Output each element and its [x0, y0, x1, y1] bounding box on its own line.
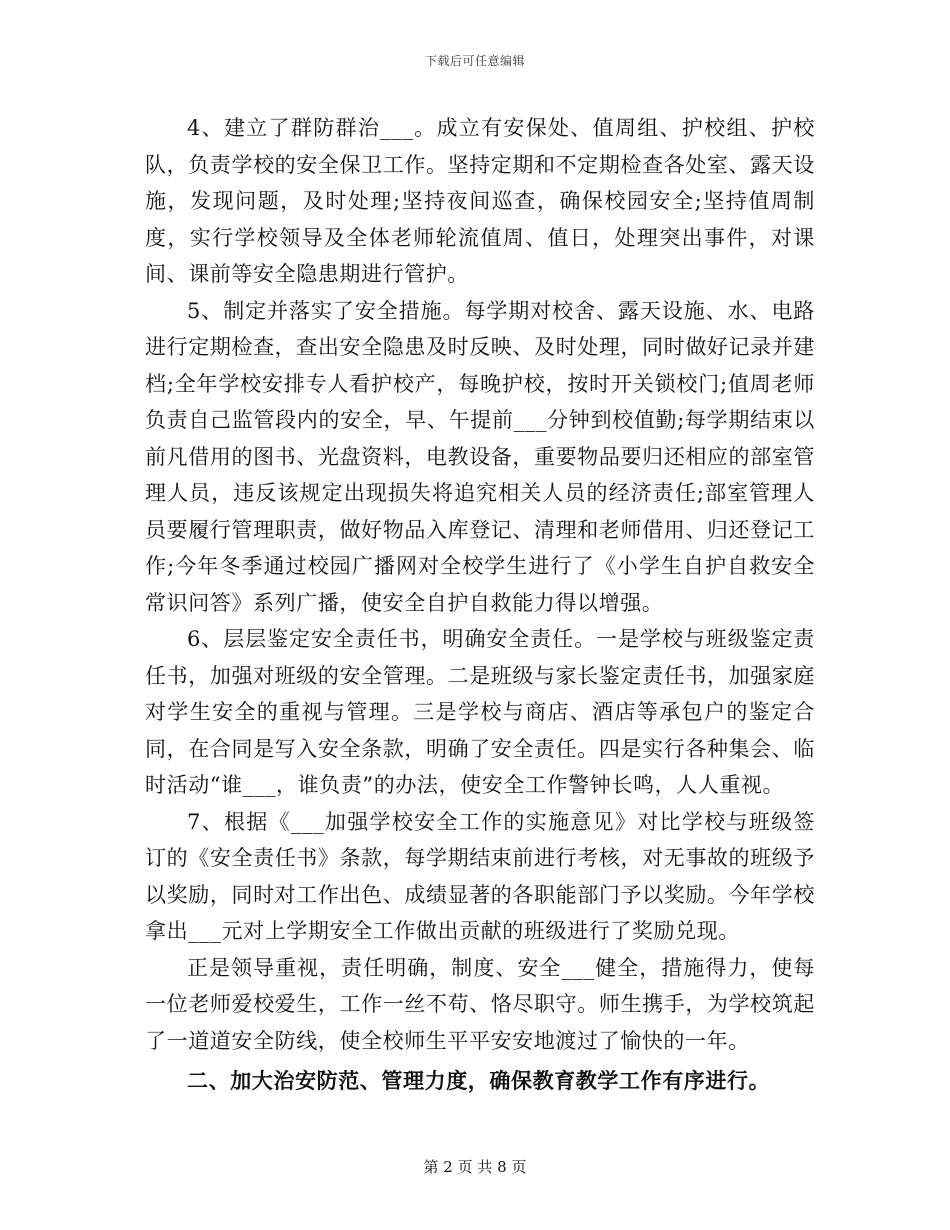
section-heading: 二、加大治安防范、管理力度，确保教育教学工作有序进行。 [187, 1068, 771, 1093]
page-number: 第 2 页 共 8 页 [423, 1158, 527, 1176]
summary-paragraph: 正是领导重视，责任明确，制度、安全___健全，措施得力，使每一位老师爱校爱生，工作一丝不苟、恪尽职守。师生携手，为学校筑起了一道道安全防线，使全校师生平平安安地渡过了愉快的一年。 [145, 955, 815, 1053]
paragraph-item-5: 5、制定并落实了安全措施。每学期对校舍、露天设施、水、电路进行定期检查，查出安全隐患及时反映、及时处理，同时做好记录并建档;全年学校安排专人看护校产，每晚护校，按时开关锁校门;值周老师负责自己监管段内的安全，早、午提前___分钟到校值勤;每学期结束以前凡借用的图书、光盘资料，电教设备，重要物品要归还相应的部室管理人员，违反该规定出现损失将追究相关人员的经济责任;部室管理人员要履行管理职责，做好物品入库登记、清理和老师借用、归还登记工作;今年冬季通过校园广播网对全校学生进行了《小学生自护自救安全常识问答》系列广播，使安全自护自救能力得以增强。 [145, 298, 815, 615]
page-header: 下载后可任意编辑 [424, 54, 525, 68]
paragraph-item-4: 4、建立了群防群治___。成立有安保处、值周组、护校组、护校队，负责学校的安全保卫工作。坚持定期和不定期检查各处室、露天设施，发现问题，及时处理;坚持夜间巡查，确保校园安全;坚持值周制度，实行学校领导及全体老师轮流值周、值日，处理突出事件，对课间、课前等安全隐患期进行管护。 [145, 116, 815, 286]
paragraph-item-7: 7、根据《___加强学校安全工作的实施意见》对比学校与班级签订的《安全责任书》条款，每学期结束前进行考核，对无事故的班级予以奖励，同时对工作出色、成绩显著的各职能部门予以奖励。今年学校拿出___元对上学期安全工作做出贡献的班级进行了奖励兑现。 [145, 809, 815, 943]
document-body [145, 110, 815, 1100]
paragraph-item-6: 6、层层鉴定安全责任书，明确安全责任。一是学校与班级鉴定责任书，加强对班级的安全管理。二是班级与家长鉴定责任书，加强家庭对学生安全的重视与管理。三是学校与商店、酒店等承包户的鉴定合同，在合同是写入安全条款，明确了安全责任。四是实行各种集会、临时活动“谁___，谁负责”的办法，使安全工作警钟长鸣，人人重视。 [145, 627, 815, 797]
